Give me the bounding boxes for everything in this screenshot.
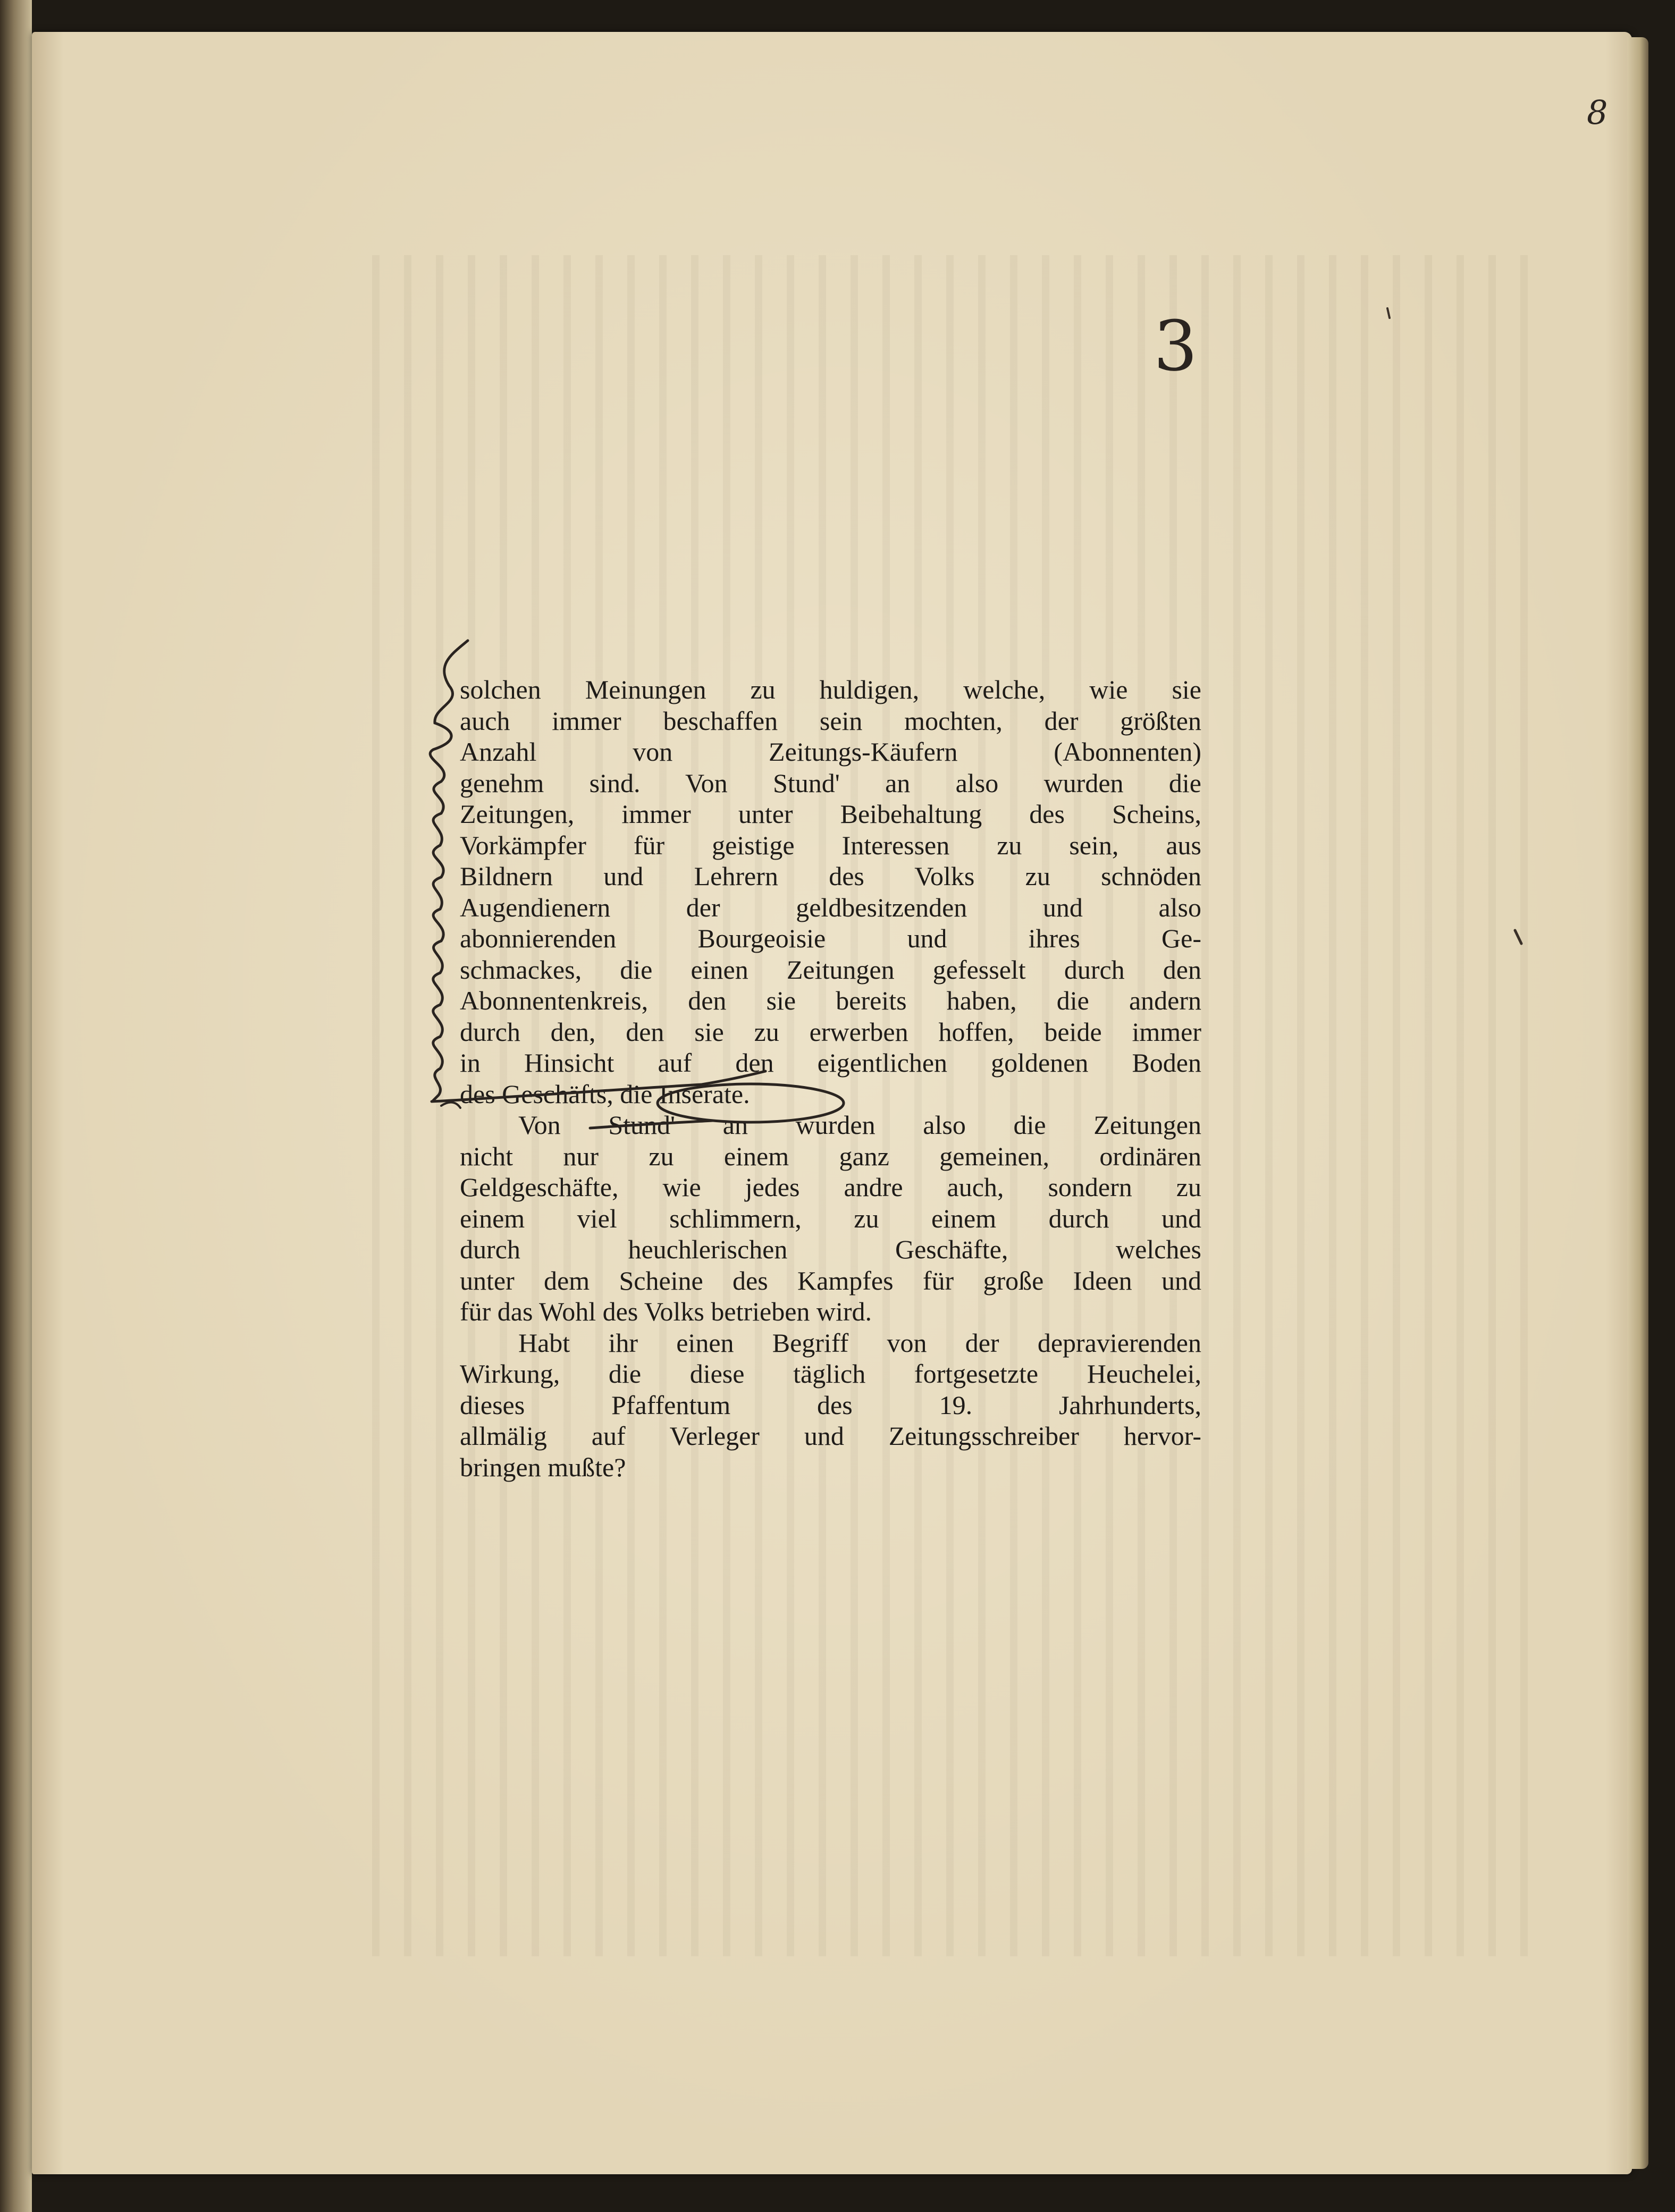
paragraph-2 bbox=[460, 1109, 1201, 1327]
text-line: durch den, den sie zu erwerben hoffen, beide immer bbox=[460, 1016, 1201, 1047]
text-line: einem viel schlimmern, zu einem durch und bbox=[460, 1203, 1201, 1233]
text-line: genehm sind. Von Stund' an also wurden die bbox=[460, 768, 1201, 798]
text-line: Geldgeschäfte, wie jedes andre auch, sondern zu bbox=[460, 1172, 1201, 1202]
text-line: nicht nur zu einem ganz gemeinen, ordinären bbox=[460, 1141, 1201, 1171]
text-line: auch immer beschaffen sein mochten, der größten bbox=[460, 705, 1201, 736]
text-line: schmackes, die einen Zeitungen gefesselt durch den bbox=[460, 954, 1201, 985]
text-line: unter dem Scheine des Kampfes für große Ideen und bbox=[460, 1265, 1201, 1296]
paragraph-3 bbox=[460, 1327, 1201, 1483]
text-line: Bildnern und Lehrern des Volks zu schnöden bbox=[460, 861, 1201, 891]
text-line: Wirkung, die diese täglich fortgesetzte Heuchelei, bbox=[460, 1359, 1201, 1389]
text-line: allmälig auf Verleger und Zeitungsschreiber hervor- bbox=[460, 1421, 1201, 1451]
text-line: Anzahl von Zeitungs-Käufern (Abonnenten) bbox=[460, 737, 1201, 767]
text-line: Habt ihr einen Begriff von der depravierenden bbox=[518, 1327, 1201, 1358]
text-line: dieses Pfaffentum des 19. Jahrhunderts, bbox=[460, 1390, 1201, 1420]
body-text bbox=[460, 674, 1201, 1483]
text-line: Abonnentenkreis, den sie bereits haben, die andern bbox=[460, 986, 1201, 1015]
text-line: abonnierenden Bourgeoisie und ihres Ge- bbox=[460, 923, 1201, 953]
folio-number: 8 bbox=[1587, 93, 1608, 132]
text-line: durch heuchlerischen Geschäfte, welches bbox=[460, 1234, 1201, 1264]
text-line: bringen mußte? bbox=[460, 1452, 626, 1482]
page-number: 3 bbox=[1154, 306, 1198, 386]
text-line: in Hinsicht auf den eigentlichen goldenen Boden bbox=[460, 1048, 1201, 1078]
text-line: Vorkämpfer für geistige Interessen zu sein, aus bbox=[460, 830, 1201, 860]
text-line: des Geschäfts, die Inserate. bbox=[460, 1079, 750, 1109]
text-line: solchen Meinungen zu huldigen, welche, wie sie bbox=[460, 675, 1201, 704]
text-line: Zeitungen, immer unter Beibehaltung des Scheins, bbox=[460, 799, 1201, 829]
text-line: Von Stund' an wurden also die Zeitungen bbox=[518, 1110, 1201, 1140]
binding-fold bbox=[0, 0, 32, 2212]
paragraph-1 bbox=[460, 674, 1201, 1109]
text-line: Augendienern der geldbesitzenden und also bbox=[460, 892, 1201, 922]
page-edge bbox=[1627, 37, 1648, 2169]
text-line: für das Wohl des Volks betrieben wird. bbox=[460, 1297, 872, 1326]
